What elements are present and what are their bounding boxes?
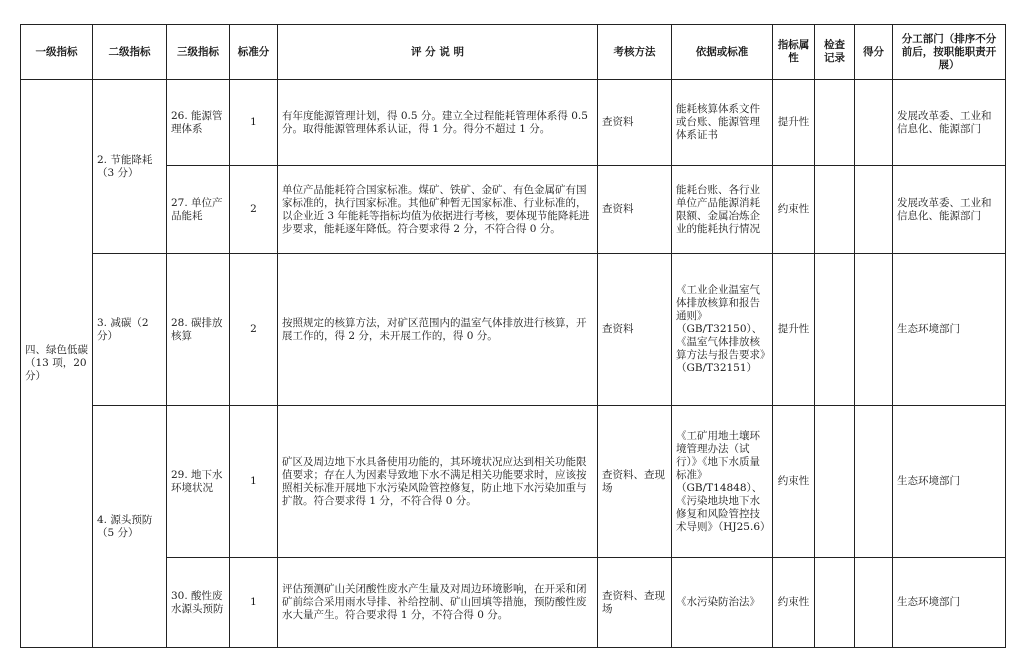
table-row [21, 558, 1006, 648]
header-level3: 三级指标 [167, 25, 230, 80]
got-cell[interactable] [855, 166, 893, 254]
method-cell: 查资料 [598, 80, 672, 166]
level1-cell: 四、绿色低碳（13 项，20 分） [21, 80, 93, 648]
table-row [21, 254, 1006, 406]
method-cell: 查资料、查现场 [598, 406, 672, 558]
score-cell: 1 [230, 558, 278, 648]
record-cell[interactable] [815, 166, 855, 254]
dept-cell: 生态环境部门 [893, 558, 1006, 648]
record-cell[interactable] [815, 406, 855, 558]
attr-cell: 约束性 [773, 558, 815, 648]
record-cell[interactable] [815, 558, 855, 648]
got-cell[interactable] [855, 80, 893, 166]
record-cell[interactable] [815, 80, 855, 166]
basis-cell: 能耗核算体系文件或台账、能源管理体系证书 [672, 80, 773, 166]
indicator-table [20, 24, 1006, 648]
level3-cell: 26. 能源管理体系 [167, 80, 230, 166]
header-row [21, 25, 1006, 80]
got-cell[interactable] [855, 558, 893, 648]
attr-cell: 提升性 [773, 254, 815, 406]
header-score: 标准分 [230, 25, 278, 80]
desc-cell: 评估预测矿山关闭酸性废水产生量及对周边环境影响，在开采和闭矿前综合采用雨水导排、补给控制、矿山回填等措施，预防酸性废水大量产生。符合要求得 1 分，不符合得 0 分。 [278, 558, 598, 648]
dept-cell: 发展改革委、工业和信息化、能源部门 [893, 80, 1006, 166]
table-row [21, 406, 1006, 558]
desc-cell: 按照规定的核算方法，对矿区范围内的温室气体排放进行核算，开展工作的，得 2 分，未开展工作的，得 0 分。 [278, 254, 598, 406]
level2-cell: 2. 节能降耗（3 分） [93, 80, 167, 254]
record-cell[interactable] [815, 254, 855, 406]
desc-cell: 有年度能源管理计划，得 0.5 分。建立全过程能耗管理体系得 0.5 分。取得能源管理体系认证，得 1 分。得分不超过 1 分。 [278, 80, 598, 166]
table-row [21, 80, 1006, 166]
header-record: 检查记录 [815, 25, 855, 80]
dept-cell: 生态环境部门 [893, 254, 1006, 406]
header-method: 考核方法 [598, 25, 672, 80]
basis-cell: 《工矿用地土壤环境管理办法（试行）》《地下水质量标准》（GB/T14848）、《污染地块地下水修复和风险管控技术导则》（HJ25.6） [672, 406, 773, 558]
level3-cell: 29. 地下水环境状况 [167, 406, 230, 558]
header-dept: 分工部门（排序不分前后，按职能职责开展） [893, 25, 1006, 80]
score-cell: 2 [230, 254, 278, 406]
basis-cell: 《水污染防治法》 [672, 558, 773, 648]
desc-cell: 单位产品能耗符合国家标准。煤矿、铁矿、金矿、有色金属矿有国家标准的，执行国家标准。其他矿种暂无国家标准、行业标准的，以企业近 3 年能耗等指标均值为依据进行考核，要体现节能降耗进步要求，能耗逐年降低。符合要求得 2 分，不符合得 0 分。 [278, 166, 598, 254]
basis-cell: 能耗台账、各行业单位产品能源消耗限额、金属冶炼企业的能耗执行情况 [672, 166, 773, 254]
basis-cell: 《工业企业温室气体排放核算和报告通则》（GB/T32150）、《温室气体排放核算方法与报告要求》（GB/T32151） [672, 254, 773, 406]
dept-cell: 生态环境部门 [893, 406, 1006, 558]
attr-cell: 提升性 [773, 80, 815, 166]
level2-cell: 4. 源头预防（5 分） [93, 406, 167, 648]
header-basis: 依据或标准 [672, 25, 773, 80]
method-cell: 查资料、查现场 [598, 558, 672, 648]
dept-cell: 发展改革委、工业和信息化、能源部门 [893, 166, 1006, 254]
method-cell: 查资料 [598, 166, 672, 254]
level3-cell: 27. 单位产品能耗 [167, 166, 230, 254]
attr-cell: 约束性 [773, 406, 815, 558]
score-cell: 2 [230, 166, 278, 254]
header-level2: 二级指标 [93, 25, 167, 80]
score-cell: 1 [230, 80, 278, 166]
attr-cell: 约束性 [773, 166, 815, 254]
got-cell[interactable] [855, 254, 893, 406]
header-got: 得分 [855, 25, 893, 80]
got-cell[interactable] [855, 406, 893, 558]
method-cell: 查资料 [598, 254, 672, 406]
desc-cell: 矿区及周边地下水具备使用功能的，其环境状况应达到相关功能限值要求；存在人为因素导致地下水不满足相关功能要求时，应该按照相关标准开展地下水污染风险管控修复，防止地下水污染加重与扩散。符合要求得 1 分，不符合得 0 分。 [278, 406, 598, 558]
level3-cell: 28. 碳排放核算 [167, 254, 230, 406]
table-row [21, 166, 1006, 254]
header-desc: 评 分 说 明 [278, 25, 598, 80]
score-cell: 1 [230, 406, 278, 558]
level2-cell: 3. 减碳（2 分） [93, 254, 167, 406]
header-level1: 一级指标 [21, 25, 93, 80]
header-attr: 指标属性 [773, 25, 815, 80]
level3-cell: 30. 酸性废水源头预防 [167, 558, 230, 648]
